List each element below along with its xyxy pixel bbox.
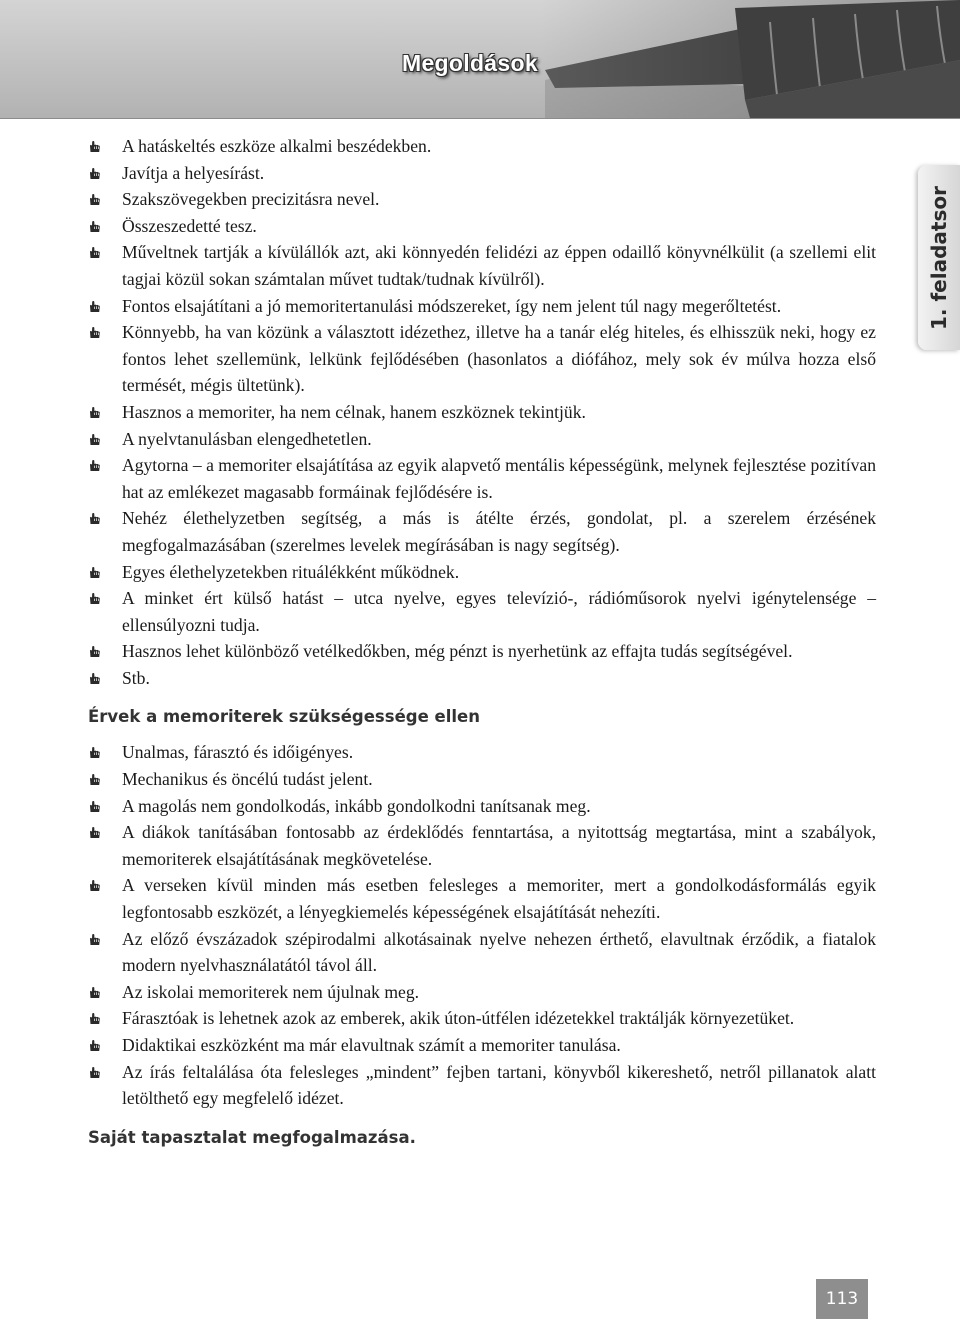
pro-argument-item-text: Könnyebb, ha van közünk a választott idézethez, illetve ha a tanár elég hiteles, és elhisszük neki, hogy ez fontos lehet szellemünk, lelkünk fejlődésében (hasonlatos a diófához, mely sok év múlva hozza első termését, mégis ültetünk). <box>122 322 876 396</box>
con-argument-item-text: Az írás feltalálása óta felesleges „mindent” fejben tartani, könyvből kikereshető, netről pillanatok alatt letölthető egy megfelelő idézet. <box>122 1061 876 1109</box>
pro-argument-item-text: Fontos elsajátítani a jó memoritertanulási módszereket, így nem jelent túl nagy megerőltetést. <box>122 295 782 316</box>
con-argument-item-text: Az iskolai memoriterek nem újulnak meg. <box>122 981 420 1002</box>
pro-argument-item <box>88 452 876 505</box>
con-argument-item <box>88 979 876 1006</box>
pointing-hand-icon <box>88 1066 101 1079</box>
pro-argument-item-text: Agytorna – a memoriter elsajátítása az egyik alapvető mentális képességünk, melynek fejlesztése pozitívan hat az emlékezet magasabb formáinak fejlődésére is. <box>122 455 876 502</box>
pointing-hand-icon <box>88 246 101 259</box>
pro-argument-item <box>88 505 876 558</box>
pro-argument-item <box>88 585 876 638</box>
con-argument-item <box>88 793 876 820</box>
pros-list <box>88 133 876 691</box>
pointing-hand-icon <box>88 512 101 525</box>
main-content <box>88 133 876 1150</box>
page-title: Megoldások <box>402 50 538 76</box>
pointing-hand-icon <box>88 879 101 892</box>
con-argument-item-text: Didaktikai eszközként ma már elavultnak számít a memoriter tanulása. <box>122 1035 621 1055</box>
con-argument-item <box>88 766 876 793</box>
pointing-hand-icon <box>88 746 101 759</box>
con-argument-item <box>88 1032 876 1059</box>
con-argument-item-text: A diákok tanításában fontosabb az érdeklődés fenntartása, a nyitottság megtartása, mint a szabályok, memoriterek elsajátításának megkövetelése. <box>122 822 876 869</box>
pointing-hand-icon <box>88 672 101 685</box>
pointing-hand-icon <box>88 800 101 813</box>
con-argument-item <box>88 926 876 979</box>
pro-argument-item <box>88 186 876 213</box>
con-argument-item-text: Unalmas, fárasztó és időigényes. <box>122 742 354 763</box>
con-argument-item-text: A verseken kívül minden más esetben felesleges a memoriter, mert a gondolkodásformálás egyik legfontosabb eszközét, a lényegkiemelés képességének elsajátítását nehezíti. <box>122 875 876 923</box>
pointing-hand-icon <box>88 1039 101 1052</box>
pointing-hand-icon <box>88 933 101 946</box>
con-argument-item-text: Fárasztóak is lehetnek azok az emberek, akik úton-útfélen idézetekkel traktálják környezetüket. <box>122 1008 795 1029</box>
pointing-hand-icon <box>88 300 101 313</box>
pro-argument-item-text: Nehéz élethelyzetben segítség, a más is átélte érzés, gondolat, pl. a szerelem érzésének megfogalmazásában (szerelmes levelek megírásában is nagy segítség). <box>122 508 876 555</box>
chapter-tab-label: 1. feladatsor <box>927 185 951 330</box>
pointing-hand-icon <box>88 592 101 605</box>
con-argument-item <box>88 1005 876 1032</box>
pointing-hand-icon <box>88 1012 101 1025</box>
pro-argument-item <box>88 426 876 453</box>
old-book-illustration <box>545 0 960 118</box>
section-heading-cons: Érvek a memoriterek szükségessége ellen <box>88 707 480 727</box>
page-header <box>0 0 960 119</box>
pointing-hand-icon <box>88 773 101 786</box>
pro-argument-item <box>88 213 876 240</box>
pro-argument-item <box>88 399 876 426</box>
pro-argument-item-text: A minket ért külső hatást – utca nyelve, egyes televízió-, rádióműsorok nyelvi igénytelensége – ellensúlyozni tudja. <box>122 588 876 635</box>
pointing-hand-icon <box>88 459 101 472</box>
page-number: 113 <box>816 1279 868 1319</box>
pointing-hand-icon <box>88 406 101 419</box>
pro-argument-item <box>88 638 876 665</box>
pro-argument-item <box>88 160 876 187</box>
con-argument-item-text: A magolás nem gondolkodás, inkább gondolkodni tanítsanak meg. <box>122 795 591 816</box>
pointing-hand-icon <box>88 566 101 579</box>
pointing-hand-icon <box>88 433 101 446</box>
cons-list <box>88 739 876 1111</box>
pro-argument-item <box>88 239 876 292</box>
closing-note: Saját tapasztalat megfogalmazása. <box>88 1127 416 1147</box>
pro-argument-item-text: Egyes élethelyzetekben rituálékként működnek. <box>122 561 460 582</box>
pointing-hand-icon <box>88 140 101 153</box>
pro-argument-item-text: Hasznos lehet különböző vetélkedőkben, még pénzt is nyerhetünk az effajta tudás segítségével. <box>122 641 793 662</box>
pointing-hand-icon <box>88 167 101 180</box>
con-argument-item <box>88 1059 876 1112</box>
pointing-hand-icon <box>88 645 101 658</box>
pro-argument-item-text: A nyelvtanulásban elengedhetetlen. <box>122 428 372 449</box>
pro-argument-item <box>88 133 876 160</box>
pro-argument-item <box>88 293 876 320</box>
pro-argument-item-text: Javítja a helyesírást. <box>122 162 265 183</box>
pro-argument-item-text: Összeszedetté tesz. <box>122 215 257 236</box>
con-argument-item <box>88 819 876 872</box>
pro-argument-item <box>88 559 876 586</box>
pro-argument-item <box>88 665 876 692</box>
pointing-hand-icon <box>88 826 101 839</box>
pointing-hand-icon <box>88 986 101 999</box>
pro-argument-item <box>88 319 876 399</box>
con-argument-item-text: Az előző évszázadok szépirodalmi alkotásainak nyelve nehezen érthető, elavultnak érződik, a fiatalok modern nyelvhasználatától távol áll. <box>122 928 876 976</box>
pointing-hand-icon <box>88 326 101 339</box>
pro-argument-item-text: Hasznos a memoriter, ha nem célnak, hanem eszköznek tekintjük. <box>122 401 586 422</box>
con-argument-item <box>88 872 876 925</box>
pro-argument-item-text: Stb. <box>122 667 150 688</box>
pro-argument-item-text: Műveltnek tartják a kívülállók azt, aki könnyedén felidézi az éppen odaillő könyvnélkülit (a szellemi elit tagjai közül sokan számtalan művet tudtak/tudnak kívülről). <box>122 242 876 289</box>
pro-argument-item-text: Szakszövegekben precizitásra nevel. <box>122 189 380 210</box>
pointing-hand-icon <box>88 220 101 233</box>
pro-argument-item-text: A hatáskeltés eszköze alkalmi beszédekben. <box>122 136 432 156</box>
con-argument-item <box>88 739 876 766</box>
pointing-hand-icon <box>88 193 101 206</box>
chapter-side-tab <box>918 165 960 350</box>
con-argument-item-text: Mechanikus és öncélú tudást jelent. <box>122 769 373 790</box>
